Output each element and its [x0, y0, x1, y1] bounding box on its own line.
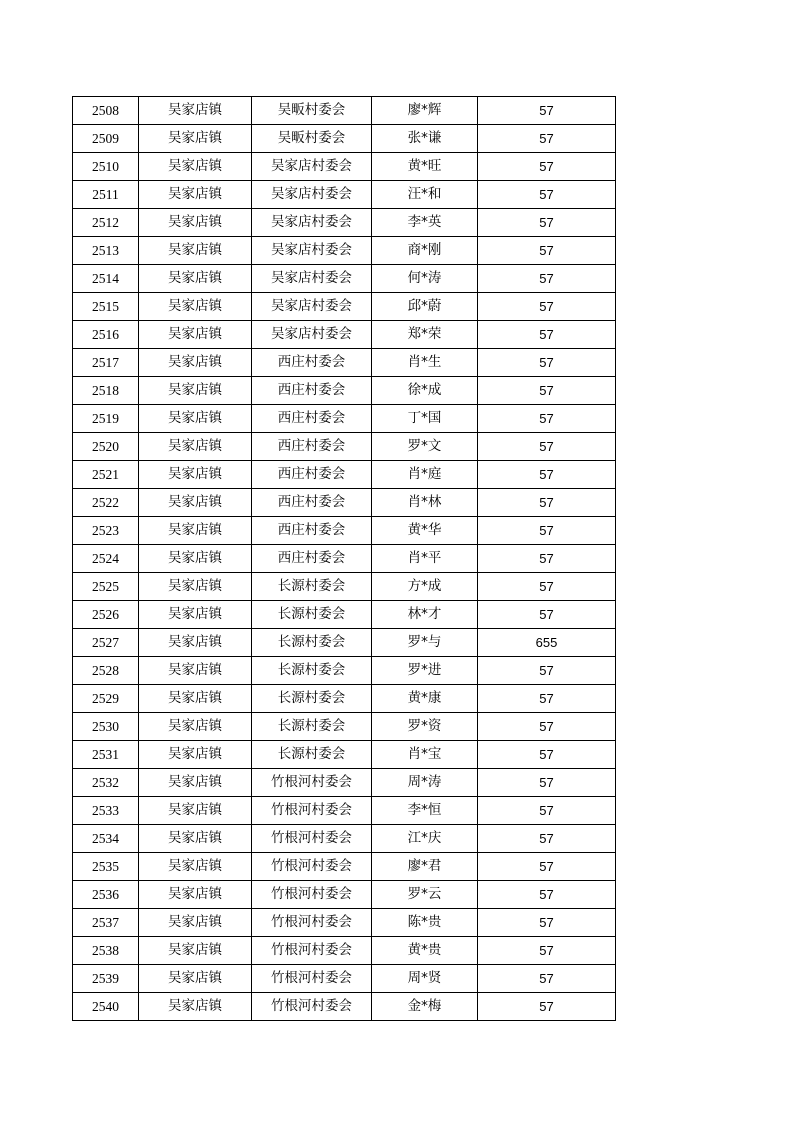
- cell-amount: 57: [478, 153, 616, 181]
- cell-village-committee: 西庄村委会: [252, 405, 372, 433]
- table-row: [73, 349, 616, 377]
- cell-person-name: 肖*生: [372, 349, 478, 377]
- cell-serial-number: 2523: [73, 517, 139, 545]
- cell-serial-number: 2539: [73, 965, 139, 993]
- cell-serial-number: 2509: [73, 125, 139, 153]
- cell-village-committee: 长源村委会: [252, 573, 372, 601]
- cell-village-committee: 竹根河村委会: [252, 881, 372, 909]
- cell-serial-number: 2520: [73, 433, 139, 461]
- cell-serial-number: 2510: [73, 153, 139, 181]
- cell-amount: 57: [478, 713, 616, 741]
- cell-amount: 57: [478, 965, 616, 993]
- cell-serial-number: 2513: [73, 237, 139, 265]
- cell-amount: 57: [478, 293, 616, 321]
- cell-village-committee: 吴家店村委会: [252, 293, 372, 321]
- cell-serial-number: 2530: [73, 713, 139, 741]
- cell-serial-number: 2521: [73, 461, 139, 489]
- cell-serial-number: 2519: [73, 405, 139, 433]
- cell-person-name: 黄*旺: [372, 153, 478, 181]
- table-row: [73, 629, 616, 657]
- cell-person-name: 何*涛: [372, 265, 478, 293]
- cell-town: 吴家店镇: [139, 517, 252, 545]
- cell-amount: 57: [478, 741, 616, 769]
- cell-town: 吴家店镇: [139, 797, 252, 825]
- cell-serial-number: 2517: [73, 349, 139, 377]
- table-row: [73, 237, 616, 265]
- cell-person-name: 罗*云: [372, 881, 478, 909]
- cell-person-name: 林*才: [372, 601, 478, 629]
- cell-amount: 57: [478, 265, 616, 293]
- cell-village-committee: 竹根河村委会: [252, 909, 372, 937]
- cell-village-committee: 竹根河村委会: [252, 825, 372, 853]
- cell-serial-number: 2532: [73, 769, 139, 797]
- cell-village-committee: 竹根河村委会: [252, 965, 372, 993]
- cell-person-name: 廖*辉: [372, 97, 478, 125]
- cell-amount: 57: [478, 853, 616, 881]
- cell-amount: 57: [478, 545, 616, 573]
- cell-village-committee: 长源村委会: [252, 713, 372, 741]
- cell-town: 吴家店镇: [139, 125, 252, 153]
- cell-town: 吴家店镇: [139, 601, 252, 629]
- cell-town: 吴家店镇: [139, 405, 252, 433]
- cell-village-committee: 西庄村委会: [252, 545, 372, 573]
- cell-village-committee: 西庄村委会: [252, 377, 372, 405]
- table-row: [73, 265, 616, 293]
- cell-serial-number: 2514: [73, 265, 139, 293]
- cell-town: 吴家店镇: [139, 545, 252, 573]
- cell-village-committee: 长源村委会: [252, 657, 372, 685]
- cell-amount: 57: [478, 517, 616, 545]
- cell-amount: 57: [478, 237, 616, 265]
- cell-town: 吴家店镇: [139, 965, 252, 993]
- cell-person-name: 肖*平: [372, 545, 478, 573]
- cell-town: 吴家店镇: [139, 293, 252, 321]
- cell-village-committee: 吴畈村委会: [252, 97, 372, 125]
- cell-amount: 57: [478, 685, 616, 713]
- cell-town: 吴家店镇: [139, 909, 252, 937]
- cell-person-name: 李*英: [372, 209, 478, 237]
- table-row: [73, 685, 616, 713]
- cell-amount: 57: [478, 797, 616, 825]
- table-row: [73, 321, 616, 349]
- cell-serial-number: 2526: [73, 601, 139, 629]
- table-row: [73, 405, 616, 433]
- table-row: [73, 209, 616, 237]
- cell-amount: 57: [478, 377, 616, 405]
- cell-serial-number: 2516: [73, 321, 139, 349]
- cell-village-committee: 竹根河村委会: [252, 769, 372, 797]
- cell-person-name: 郑*荣: [372, 321, 478, 349]
- table-row: [73, 965, 616, 993]
- table-row: [73, 377, 616, 405]
- cell-serial-number: 2508: [73, 97, 139, 125]
- cell-village-committee: 西庄村委会: [252, 349, 372, 377]
- table-row: [73, 657, 616, 685]
- cell-village-committee: 西庄村委会: [252, 489, 372, 517]
- cell-serial-number: 2540: [73, 993, 139, 1021]
- cell-person-name: 江*庆: [372, 825, 478, 853]
- cell-amount: 57: [478, 125, 616, 153]
- table-row: [73, 937, 616, 965]
- cell-amount: 57: [478, 573, 616, 601]
- cell-town: 吴家店镇: [139, 993, 252, 1021]
- cell-town: 吴家店镇: [139, 629, 252, 657]
- table-row: [73, 293, 616, 321]
- cell-village-committee: 竹根河村委会: [252, 797, 372, 825]
- table-row: [73, 769, 616, 797]
- recipient-table: [72, 96, 616, 1021]
- document-page: [72, 96, 616, 1021]
- cell-village-committee: 长源村委会: [252, 685, 372, 713]
- cell-person-name: 丁*国: [372, 405, 478, 433]
- cell-amount: 57: [478, 909, 616, 937]
- table-row: [73, 97, 616, 125]
- table-row: [73, 125, 616, 153]
- cell-village-committee: 长源村委会: [252, 629, 372, 657]
- cell-village-committee: 西庄村委会: [252, 433, 372, 461]
- cell-town: 吴家店镇: [139, 937, 252, 965]
- cell-town: 吴家店镇: [139, 881, 252, 909]
- cell-town: 吴家店镇: [139, 377, 252, 405]
- cell-town: 吴家店镇: [139, 741, 252, 769]
- cell-town: 吴家店镇: [139, 209, 252, 237]
- cell-village-committee: 吴家店村委会: [252, 153, 372, 181]
- table-row: [73, 741, 616, 769]
- cell-serial-number: 2533: [73, 797, 139, 825]
- cell-person-name: 廖*君: [372, 853, 478, 881]
- cell-village-committee: 吴家店村委会: [252, 265, 372, 293]
- cell-amount: 57: [478, 825, 616, 853]
- cell-amount: 57: [478, 97, 616, 125]
- table-row: [73, 153, 616, 181]
- cell-town: 吴家店镇: [139, 825, 252, 853]
- table-row: [73, 797, 616, 825]
- cell-serial-number: 2511: [73, 181, 139, 209]
- table-row: [73, 517, 616, 545]
- cell-amount: 57: [478, 489, 616, 517]
- cell-village-committee: 西庄村委会: [252, 461, 372, 489]
- table-row: [73, 713, 616, 741]
- cell-amount: 57: [478, 209, 616, 237]
- cell-serial-number: 2537: [73, 909, 139, 937]
- cell-amount: 57: [478, 405, 616, 433]
- table-row: [73, 573, 616, 601]
- cell-serial-number: 2531: [73, 741, 139, 769]
- cell-person-name: 汪*和: [372, 181, 478, 209]
- cell-town: 吴家店镇: [139, 265, 252, 293]
- cell-amount: 655: [478, 629, 616, 657]
- cell-town: 吴家店镇: [139, 489, 252, 517]
- cell-serial-number: 2529: [73, 685, 139, 713]
- table-row: [73, 545, 616, 573]
- cell-town: 吴家店镇: [139, 769, 252, 797]
- cell-serial-number: 2534: [73, 825, 139, 853]
- cell-village-committee: 西庄村委会: [252, 517, 372, 545]
- cell-amount: 57: [478, 993, 616, 1021]
- cell-person-name: 方*成: [372, 573, 478, 601]
- cell-person-name: 罗*进: [372, 657, 478, 685]
- cell-serial-number: 2522: [73, 489, 139, 517]
- cell-village-committee: 吴家店村委会: [252, 181, 372, 209]
- table-row: [73, 461, 616, 489]
- cell-person-name: 黄*华: [372, 517, 478, 545]
- table-row: [73, 825, 616, 853]
- cell-village-committee: 竹根河村委会: [252, 993, 372, 1021]
- cell-person-name: 黄*贵: [372, 937, 478, 965]
- table-row: [73, 433, 616, 461]
- cell-town: 吴家店镇: [139, 349, 252, 377]
- cell-person-name: 罗*资: [372, 713, 478, 741]
- cell-person-name: 李*恒: [372, 797, 478, 825]
- table-row: [73, 181, 616, 209]
- cell-person-name: 肖*庭: [372, 461, 478, 489]
- cell-serial-number: 2515: [73, 293, 139, 321]
- table-row: [73, 909, 616, 937]
- table-row: [73, 853, 616, 881]
- table-row: [73, 993, 616, 1021]
- cell-serial-number: 2527: [73, 629, 139, 657]
- cell-serial-number: 2536: [73, 881, 139, 909]
- cell-town: 吴家店镇: [139, 237, 252, 265]
- cell-town: 吴家店镇: [139, 713, 252, 741]
- table-row: [73, 881, 616, 909]
- cell-person-name: 肖*宝: [372, 741, 478, 769]
- cell-amount: 57: [478, 181, 616, 209]
- cell-village-committee: 吴家店村委会: [252, 321, 372, 349]
- cell-person-name: 张*谦: [372, 125, 478, 153]
- cell-town: 吴家店镇: [139, 657, 252, 685]
- table-body: [73, 97, 616, 1021]
- cell-town: 吴家店镇: [139, 97, 252, 125]
- cell-person-name: 罗*与: [372, 629, 478, 657]
- cell-village-committee: 吴家店村委会: [252, 209, 372, 237]
- cell-village-committee: 吴畈村委会: [252, 125, 372, 153]
- cell-serial-number: 2528: [73, 657, 139, 685]
- cell-amount: 57: [478, 769, 616, 797]
- cell-person-name: 陈*贵: [372, 909, 478, 937]
- cell-village-committee: 竹根河村委会: [252, 853, 372, 881]
- cell-town: 吴家店镇: [139, 433, 252, 461]
- cell-town: 吴家店镇: [139, 321, 252, 349]
- cell-amount: 57: [478, 881, 616, 909]
- cell-person-name: 黄*康: [372, 685, 478, 713]
- cell-amount: 57: [478, 461, 616, 489]
- cell-serial-number: 2535: [73, 853, 139, 881]
- table-row: [73, 489, 616, 517]
- cell-amount: 57: [478, 349, 616, 377]
- cell-person-name: 商*刚: [372, 237, 478, 265]
- cell-serial-number: 2525: [73, 573, 139, 601]
- cell-town: 吴家店镇: [139, 685, 252, 713]
- cell-amount: 57: [478, 657, 616, 685]
- cell-person-name: 金*梅: [372, 993, 478, 1021]
- cell-person-name: 周*涛: [372, 769, 478, 797]
- cell-amount: 57: [478, 433, 616, 461]
- cell-person-name: 罗*文: [372, 433, 478, 461]
- cell-town: 吴家店镇: [139, 153, 252, 181]
- cell-amount: 57: [478, 601, 616, 629]
- cell-village-committee: 长源村委会: [252, 741, 372, 769]
- cell-person-name: 周*贤: [372, 965, 478, 993]
- cell-town: 吴家店镇: [139, 181, 252, 209]
- cell-person-name: 邱*蔚: [372, 293, 478, 321]
- cell-village-committee: 竹根河村委会: [252, 937, 372, 965]
- cell-village-committee: 吴家店村委会: [252, 237, 372, 265]
- cell-town: 吴家店镇: [139, 853, 252, 881]
- cell-serial-number: 2538: [73, 937, 139, 965]
- cell-town: 吴家店镇: [139, 461, 252, 489]
- cell-serial-number: 2518: [73, 377, 139, 405]
- table-row: [73, 601, 616, 629]
- cell-person-name: 徐*成: [372, 377, 478, 405]
- cell-village-committee: 长源村委会: [252, 601, 372, 629]
- cell-amount: 57: [478, 937, 616, 965]
- cell-amount: 57: [478, 321, 616, 349]
- cell-town: 吴家店镇: [139, 573, 252, 601]
- cell-person-name: 肖*林: [372, 489, 478, 517]
- cell-serial-number: 2512: [73, 209, 139, 237]
- cell-serial-number: 2524: [73, 545, 139, 573]
